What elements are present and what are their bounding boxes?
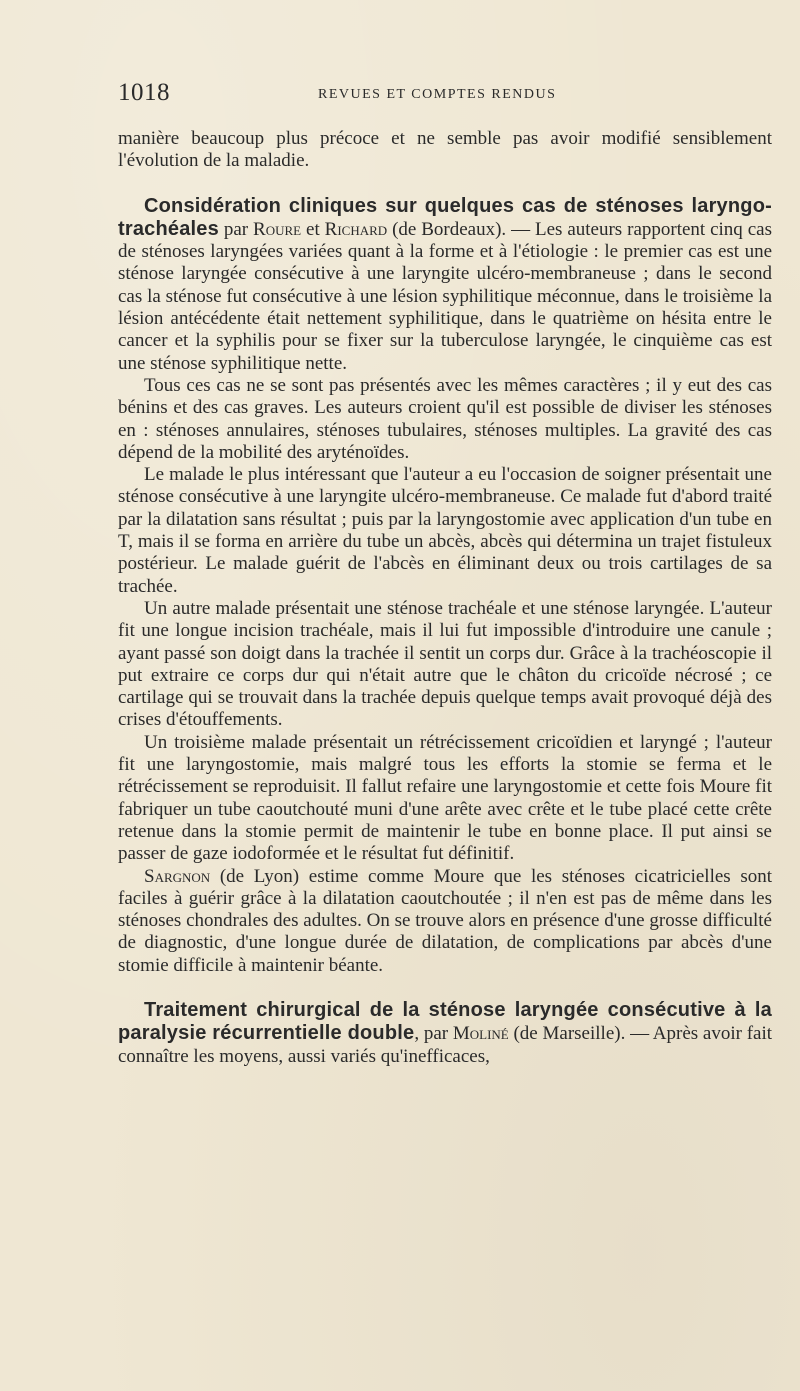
article-body bbox=[118, 128, 772, 1068]
author-richard: Richard bbox=[324, 218, 388, 240]
sargnon-text: (de Lyon) estime comme Moure que les sténoses cicatricielles sont faciles à guérir grâce à la dilatation caoutchoutée ; il n'en est pas de même dans les sténoses chondrales des adultes. On se trouve alors en présence d'une grosse difficulté de diagnostic, d'une longue durée de dilatation, de complications par abcès d'une stomie difficile à maintenir béante. bbox=[118, 865, 772, 976]
section-intro-text: (de Bordeaux). — Les auteurs rapportent cinq cas de sténoses laryngées variées quant à la forme et à l'étiologie : le premier cas est une sténose laryngée consécutive à une laryngite ulcéro-membraneuse ; dans le second cas la sténose fut consécutive à une lésion syphilitique méconnue, dans le troisième la lésion antécédente était nettement syphilitique, dans le quatrième on hésita entre le cancer et la syphilis pour se fixer sur la tuberculose laryngée, le cinquième cas est une sténose syphilitique nette. bbox=[118, 218, 772, 374]
section-laryngo-tracheal-stenoses bbox=[118, 195, 772, 375]
running-title: REVUES ET COMPTES RENDUS bbox=[318, 87, 557, 102]
author-sargnon: Sargnon bbox=[144, 865, 211, 887]
section-title: Traitement chirurgical de la sténose laryngée consécutive à la paralysie récurrentielle double bbox=[118, 998, 772, 1045]
author-molinie: Moliné bbox=[452, 1023, 509, 1045]
page-header bbox=[118, 75, 772, 115]
section-spacer bbox=[118, 173, 772, 195]
section-intro-text: (de Marseille). — Après avoir fait connaître les moyens, aussi variés qu'inefficaces, bbox=[118, 1023, 773, 1067]
author-roure: Roure bbox=[253, 218, 302, 240]
section-spacer bbox=[118, 977, 772, 999]
paragraph-second-patient: Un autre malade présentait une sténose trachéale et une sténose laryngée. L'auteur fit une longue incision trachéale, mais il lui fut impossible d'introduire une canule ; ayant passé son doigt dans la trachée il sentit un corps dur. Grâce à la trachéoscopie il put extraire ce corps dur qui n'était autre que le châton du cricoïde nécrosé ; ce cartilage qui se trouvait dans la trachée depuis quelque temps avait provoqué déjà des crises d'étouffements. bbox=[118, 597, 772, 731]
byline-par: par bbox=[218, 218, 254, 240]
paragraph-third-patient: Un troisième malade présentait un rétrécissement cricoïdien et laryngé ; l'auteur fit une laryngostomie, mais malgré tous les efforts la stomie se ferma et le rétrécissement se reproduisit. Il fallut refaire une laryngostomie et cette fois Moure fit fabriquer un tube caoutchouté muni d'une arête avec crête et le tube placé cette crête retenue dans la stomie permit de maintenir le tube en bonne place. Il put ainsi se passer de gaze iodoformée et le résultat fut définitif. bbox=[118, 731, 772, 865]
byline-par: , par bbox=[414, 1023, 453, 1045]
continued-paragraph: manière beaucoup plus précoce et ne semble pas avoir modifié sensiblement l'évolution de la maladie. bbox=[118, 128, 772, 172]
paragraph-first-patient: Le malade le plus intéressant que l'auteur a eu l'occasion de soigner présentait une sténose consécutive à une laryngite ulcéro-membraneuse. Ce malade fut d'abord traité par la dilatation sans résultat ; puis par la laryngostomie avec application d'un tube en T, mais il se forma en arrière du tube un abcès, abcès qui détermina un trajet fistuleux postérieur. Le malade guérit de l'abcès en éliminant deux ou trois cartilages de sa trachée. bbox=[118, 464, 772, 597]
byline-and: et bbox=[301, 218, 325, 240]
page-number: 1018 bbox=[118, 79, 170, 106]
section-recurrent-paralysis bbox=[118, 999, 772, 1068]
section-title: Considération cliniques sur quelques cas de sténoses laryngo-trachéales bbox=[118, 194, 772, 240]
paragraph-cases-characteristics: Tous ces cas ne se sont pas présentés avec les mêmes caractères ; il y eut des cas bénins et des cas graves. Les auteurs croient qu'il est possible de diviser les sténoses en : sténoses annulaires, sténoses tubulaires, sténoses multiples. La gravité des cas dépend de la mobilité des aryténoïdes. bbox=[118, 374, 772, 463]
paragraph-sargnon bbox=[118, 866, 772, 977]
